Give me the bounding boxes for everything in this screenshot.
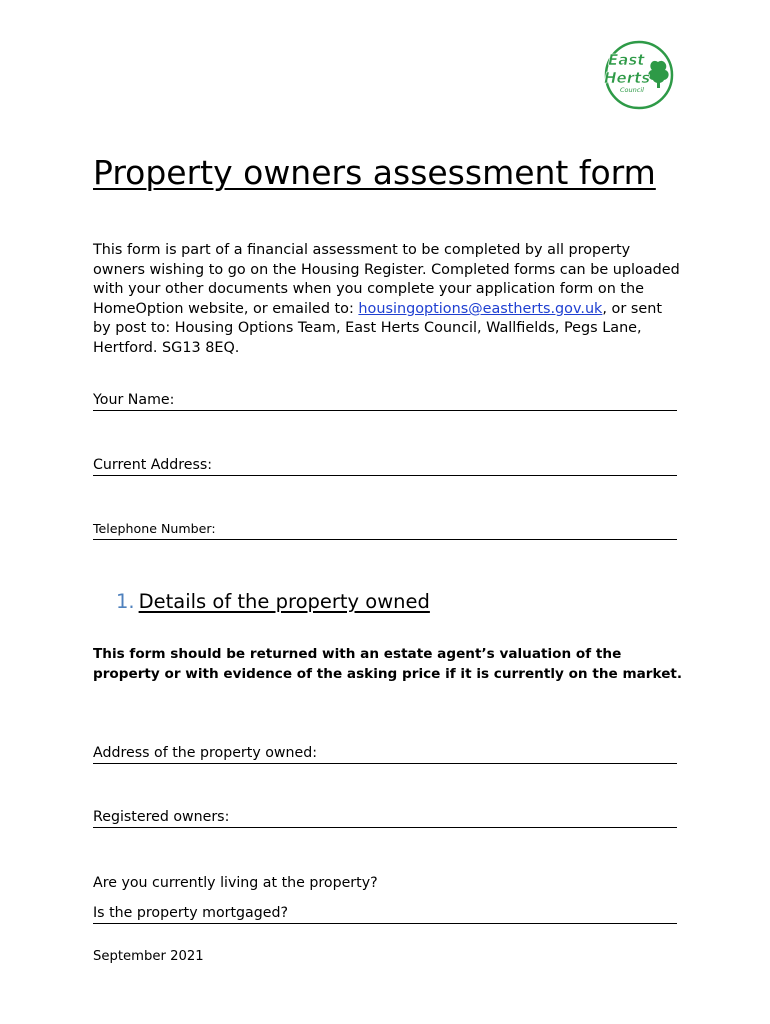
section-1-title: Details of the property owned xyxy=(138,590,430,613)
address-of-property-field[interactable] xyxy=(93,744,677,764)
section-1-heading xyxy=(116,588,430,616)
your-name-label: Your Name: xyxy=(93,392,175,408)
east-herts-council-logo xyxy=(600,40,678,110)
current-address-field[interactable] xyxy=(93,456,677,476)
logo-text-east: East xyxy=(608,51,645,69)
intro-paragraph xyxy=(93,241,683,359)
property-mortgaged-field[interactable] xyxy=(93,904,677,924)
your-name-field[interactable] xyxy=(93,391,677,411)
footer-date: September 2021 xyxy=(93,949,204,964)
valuation-notice: This form should be returned with an estate agent’s valuation of the property or with evidence of the asking price if it is currently on the market. xyxy=(93,646,683,682)
living-at-property-question: Are you currently living at the property? xyxy=(93,875,378,891)
section-1-number: 1. xyxy=(116,590,135,613)
registered-owners-field[interactable] xyxy=(93,808,677,828)
telephone-number-label: Telephone Number: xyxy=(93,521,216,536)
logo-text-council: Council xyxy=(620,86,644,94)
intro-text-after: , or sent by post to: Housing Options Team, East Herts Council, Wallfields, Pegs Lane, Hertford. SG13 8EQ. xyxy=(93,300,662,356)
current-address-label: Current Address: xyxy=(93,457,213,473)
page-title: Property owners assessment form xyxy=(93,153,656,192)
address-of-property-label: Address of the property owned: xyxy=(93,745,318,761)
intro-text-before: This form is part of a financial assessment to be completed by all property owners wishing to go on the Housing Register. Completed forms can be uploaded with your other documents when you complete your application form on the HomeOption website, or emailed to: xyxy=(93,242,680,317)
logo-text-herts: Herts xyxy=(604,69,651,87)
registered-owners-label: Registered owners: xyxy=(93,809,230,825)
property-mortgaged-label: Is the property mortgaged? xyxy=(93,905,288,921)
email-link[interactable]: housingoptions@eastherts.gov.uk xyxy=(358,300,603,317)
telephone-number-field[interactable] xyxy=(93,520,677,540)
